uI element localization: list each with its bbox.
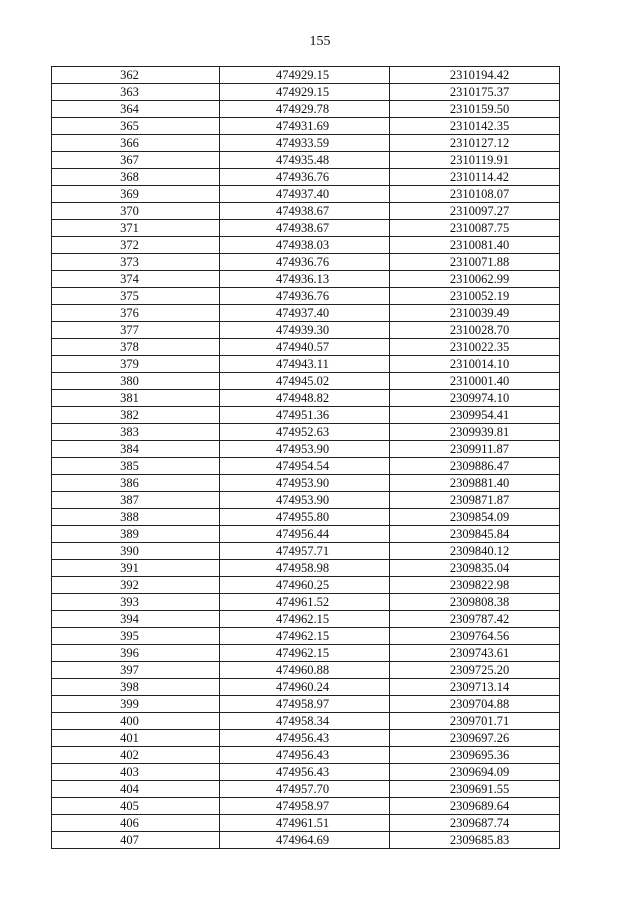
point-number-cell: 401 [52,730,220,747]
point-number-cell: 406 [52,815,220,832]
y-coordinate-cell: 2310062.99 [390,271,560,288]
table-row [52,798,560,815]
point-number-cell: 364 [52,101,220,118]
table-row [52,492,560,509]
table-row [52,594,560,611]
x-coordinate-cell: 474933.59 [220,135,390,152]
table-row [52,611,560,628]
table-row [52,135,560,152]
point-number-cell: 363 [52,84,220,101]
point-number-cell: 390 [52,543,220,560]
x-coordinate-cell: 474953.90 [220,492,390,509]
table-row [52,679,560,696]
y-coordinate-cell: 2309689.64 [390,798,560,815]
x-coordinate-cell: 474929.15 [220,67,390,84]
point-number-cell: 387 [52,492,220,509]
point-number-cell: 400 [52,713,220,730]
y-coordinate-cell: 2310028.70 [390,322,560,339]
table-row [52,509,560,526]
y-coordinate-cell: 2310022.35 [390,339,560,356]
x-coordinate-cell: 474940.57 [220,339,390,356]
point-number-cell: 374 [52,271,220,288]
table-row [52,526,560,543]
x-coordinate-cell: 474938.03 [220,237,390,254]
y-coordinate-cell: 2309787.42 [390,611,560,628]
x-coordinate-cell: 474951.36 [220,407,390,424]
point-number-cell: 366 [52,135,220,152]
point-number-cell: 375 [52,288,220,305]
table-row [52,390,560,407]
y-coordinate-cell: 2309835.04 [390,560,560,577]
x-coordinate-cell: 474939.30 [220,322,390,339]
table-row [52,67,560,84]
y-coordinate-cell: 2309697.26 [390,730,560,747]
point-number-cell: 404 [52,781,220,798]
y-coordinate-cell: 2309694.09 [390,764,560,781]
x-coordinate-cell: 474960.25 [220,577,390,594]
point-number-cell: 367 [52,152,220,169]
point-number-cell: 402 [52,747,220,764]
y-coordinate-cell: 2309713.14 [390,679,560,696]
point-number-cell: 370 [52,203,220,220]
x-coordinate-cell: 474960.88 [220,662,390,679]
x-coordinate-cell: 474956.43 [220,764,390,781]
y-coordinate-cell: 2309840.12 [390,543,560,560]
y-coordinate-cell: 2309701.71 [390,713,560,730]
table-row [52,84,560,101]
x-coordinate-cell: 474956.43 [220,730,390,747]
y-coordinate-cell: 2310014.10 [390,356,560,373]
point-number-cell: 384 [52,441,220,458]
point-number-cell: 382 [52,407,220,424]
table-row [52,407,560,424]
y-coordinate-cell: 2310001.40 [390,373,560,390]
y-coordinate-cell: 2310142.35 [390,118,560,135]
point-number-cell: 403 [52,764,220,781]
table-row [52,254,560,271]
table-row [52,696,560,713]
y-coordinate-cell: 2310097.27 [390,203,560,220]
point-number-cell: 365 [52,118,220,135]
table-row [52,305,560,322]
x-coordinate-cell: 474938.67 [220,220,390,237]
table-row [52,271,560,288]
point-number-cell: 373 [52,254,220,271]
x-coordinate-cell: 474937.40 [220,186,390,203]
x-coordinate-cell: 474958.97 [220,798,390,815]
table-row [52,339,560,356]
x-coordinate-cell: 474937.40 [220,305,390,322]
table-row [52,203,560,220]
point-number-cell: 397 [52,662,220,679]
x-coordinate-cell: 474943.11 [220,356,390,373]
y-coordinate-cell: 2309881.40 [390,475,560,492]
y-coordinate-cell: 2310175.37 [390,84,560,101]
point-number-cell: 388 [52,509,220,526]
y-coordinate-cell: 2309691.55 [390,781,560,798]
y-coordinate-cell: 2309822.98 [390,577,560,594]
x-coordinate-cell: 474956.44 [220,526,390,543]
x-coordinate-cell: 474953.90 [220,475,390,492]
y-coordinate-cell: 2310081.40 [390,237,560,254]
table-row [52,475,560,492]
table-row [52,832,560,849]
point-number-cell: 372 [52,237,220,254]
x-coordinate-cell: 474957.70 [220,781,390,798]
table-row [52,815,560,832]
y-coordinate-cell: 2309695.36 [390,747,560,764]
x-coordinate-cell: 474954.54 [220,458,390,475]
x-coordinate-cell: 474960.24 [220,679,390,696]
table-row [52,288,560,305]
x-coordinate-cell: 474936.76 [220,254,390,271]
table-row [52,730,560,747]
x-coordinate-cell: 474962.15 [220,628,390,645]
table-row [52,713,560,730]
table-row [52,662,560,679]
point-number-cell: 368 [52,169,220,186]
point-number-cell: 393 [52,594,220,611]
coordinates-table [51,66,560,849]
point-number-cell: 380 [52,373,220,390]
point-number-cell: 371 [52,220,220,237]
point-number-cell: 399 [52,696,220,713]
x-coordinate-cell: 474962.15 [220,611,390,628]
table-row [52,645,560,662]
table-row [52,322,560,339]
y-coordinate-cell: 2309845.84 [390,526,560,543]
x-coordinate-cell: 474955.80 [220,509,390,526]
table-row [52,152,560,169]
x-coordinate-cell: 474958.98 [220,560,390,577]
table-row [52,101,560,118]
x-coordinate-cell: 474938.67 [220,203,390,220]
x-coordinate-cell: 474936.76 [220,169,390,186]
table-row [52,237,560,254]
point-number-cell: 405 [52,798,220,815]
x-coordinate-cell: 474958.97 [220,696,390,713]
table-row [52,356,560,373]
point-number-cell: 395 [52,628,220,645]
x-coordinate-cell: 474936.13 [220,271,390,288]
y-coordinate-cell: 2309911.87 [390,441,560,458]
y-coordinate-cell: 2310127.12 [390,135,560,152]
y-coordinate-cell: 2310108.07 [390,186,560,203]
point-number-cell: 376 [52,305,220,322]
table-row [52,186,560,203]
x-coordinate-cell: 474961.52 [220,594,390,611]
table-row [52,577,560,594]
table-row [52,220,560,237]
point-number-cell: 407 [52,832,220,849]
point-number-cell: 394 [52,611,220,628]
table-row [52,373,560,390]
x-coordinate-cell: 474948.82 [220,390,390,407]
x-coordinate-cell: 474945.02 [220,373,390,390]
y-coordinate-cell: 2310039.49 [390,305,560,322]
y-coordinate-cell: 2310087.75 [390,220,560,237]
point-number-cell: 391 [52,560,220,577]
y-coordinate-cell: 2309704.88 [390,696,560,713]
x-coordinate-cell: 474962.15 [220,645,390,662]
page-number: 155 [309,34,331,49]
point-number-cell: 396 [52,645,220,662]
table-row [52,747,560,764]
x-coordinate-cell: 474953.90 [220,441,390,458]
y-coordinate-cell: 2309954.41 [390,407,560,424]
point-number-cell: 381 [52,390,220,407]
point-number-cell: 377 [52,322,220,339]
y-coordinate-cell: 2310071.88 [390,254,560,271]
table-row [52,764,560,781]
x-coordinate-cell: 474957.71 [220,543,390,560]
y-coordinate-cell: 2309687.74 [390,815,560,832]
x-coordinate-cell: 474929.78 [220,101,390,118]
y-coordinate-cell: 2309725.20 [390,662,560,679]
y-coordinate-cell: 2309685.83 [390,832,560,849]
y-coordinate-cell: 2310159.50 [390,101,560,118]
point-number-cell: 386 [52,475,220,492]
x-coordinate-cell: 474936.76 [220,288,390,305]
table-row [52,118,560,135]
y-coordinate-cell: 2309974.10 [390,390,560,407]
y-coordinate-cell: 2309743.61 [390,645,560,662]
point-number-cell: 379 [52,356,220,373]
table-row [52,781,560,798]
y-coordinate-cell: 2310114.42 [390,169,560,186]
x-coordinate-cell: 474956.43 [220,747,390,764]
x-coordinate-cell: 474958.34 [220,713,390,730]
y-coordinate-cell: 2309871.87 [390,492,560,509]
y-coordinate-cell: 2309886.47 [390,458,560,475]
point-number-cell: 385 [52,458,220,475]
y-coordinate-cell: 2310119.91 [390,152,560,169]
x-coordinate-cell: 474935.48 [220,152,390,169]
table-row [52,543,560,560]
y-coordinate-cell: 2310194.42 [390,67,560,84]
y-coordinate-cell: 2309808.38 [390,594,560,611]
table-row [52,628,560,645]
coordinates-table-body [52,67,560,849]
y-coordinate-cell: 2309764.56 [390,628,560,645]
x-coordinate-cell: 474929.15 [220,84,390,101]
table-row [52,560,560,577]
point-number-cell: 383 [52,424,220,441]
point-number-cell: 362 [52,67,220,84]
point-number-cell: 392 [52,577,220,594]
point-number-cell: 398 [52,679,220,696]
y-coordinate-cell: 2309939.81 [390,424,560,441]
x-coordinate-cell: 474952.63 [220,424,390,441]
y-coordinate-cell: 2310052.19 [390,288,560,305]
table-row [52,441,560,458]
point-number-cell: 369 [52,186,220,203]
x-coordinate-cell: 474961.51 [220,815,390,832]
point-number-cell: 378 [52,339,220,356]
x-coordinate-cell: 474964.69 [220,832,390,849]
table-row [52,424,560,441]
point-number-cell: 389 [52,526,220,543]
x-coordinate-cell: 474931.69 [220,118,390,135]
table-row [52,458,560,475]
table-row [52,169,560,186]
y-coordinate-cell: 2309854.09 [390,509,560,526]
